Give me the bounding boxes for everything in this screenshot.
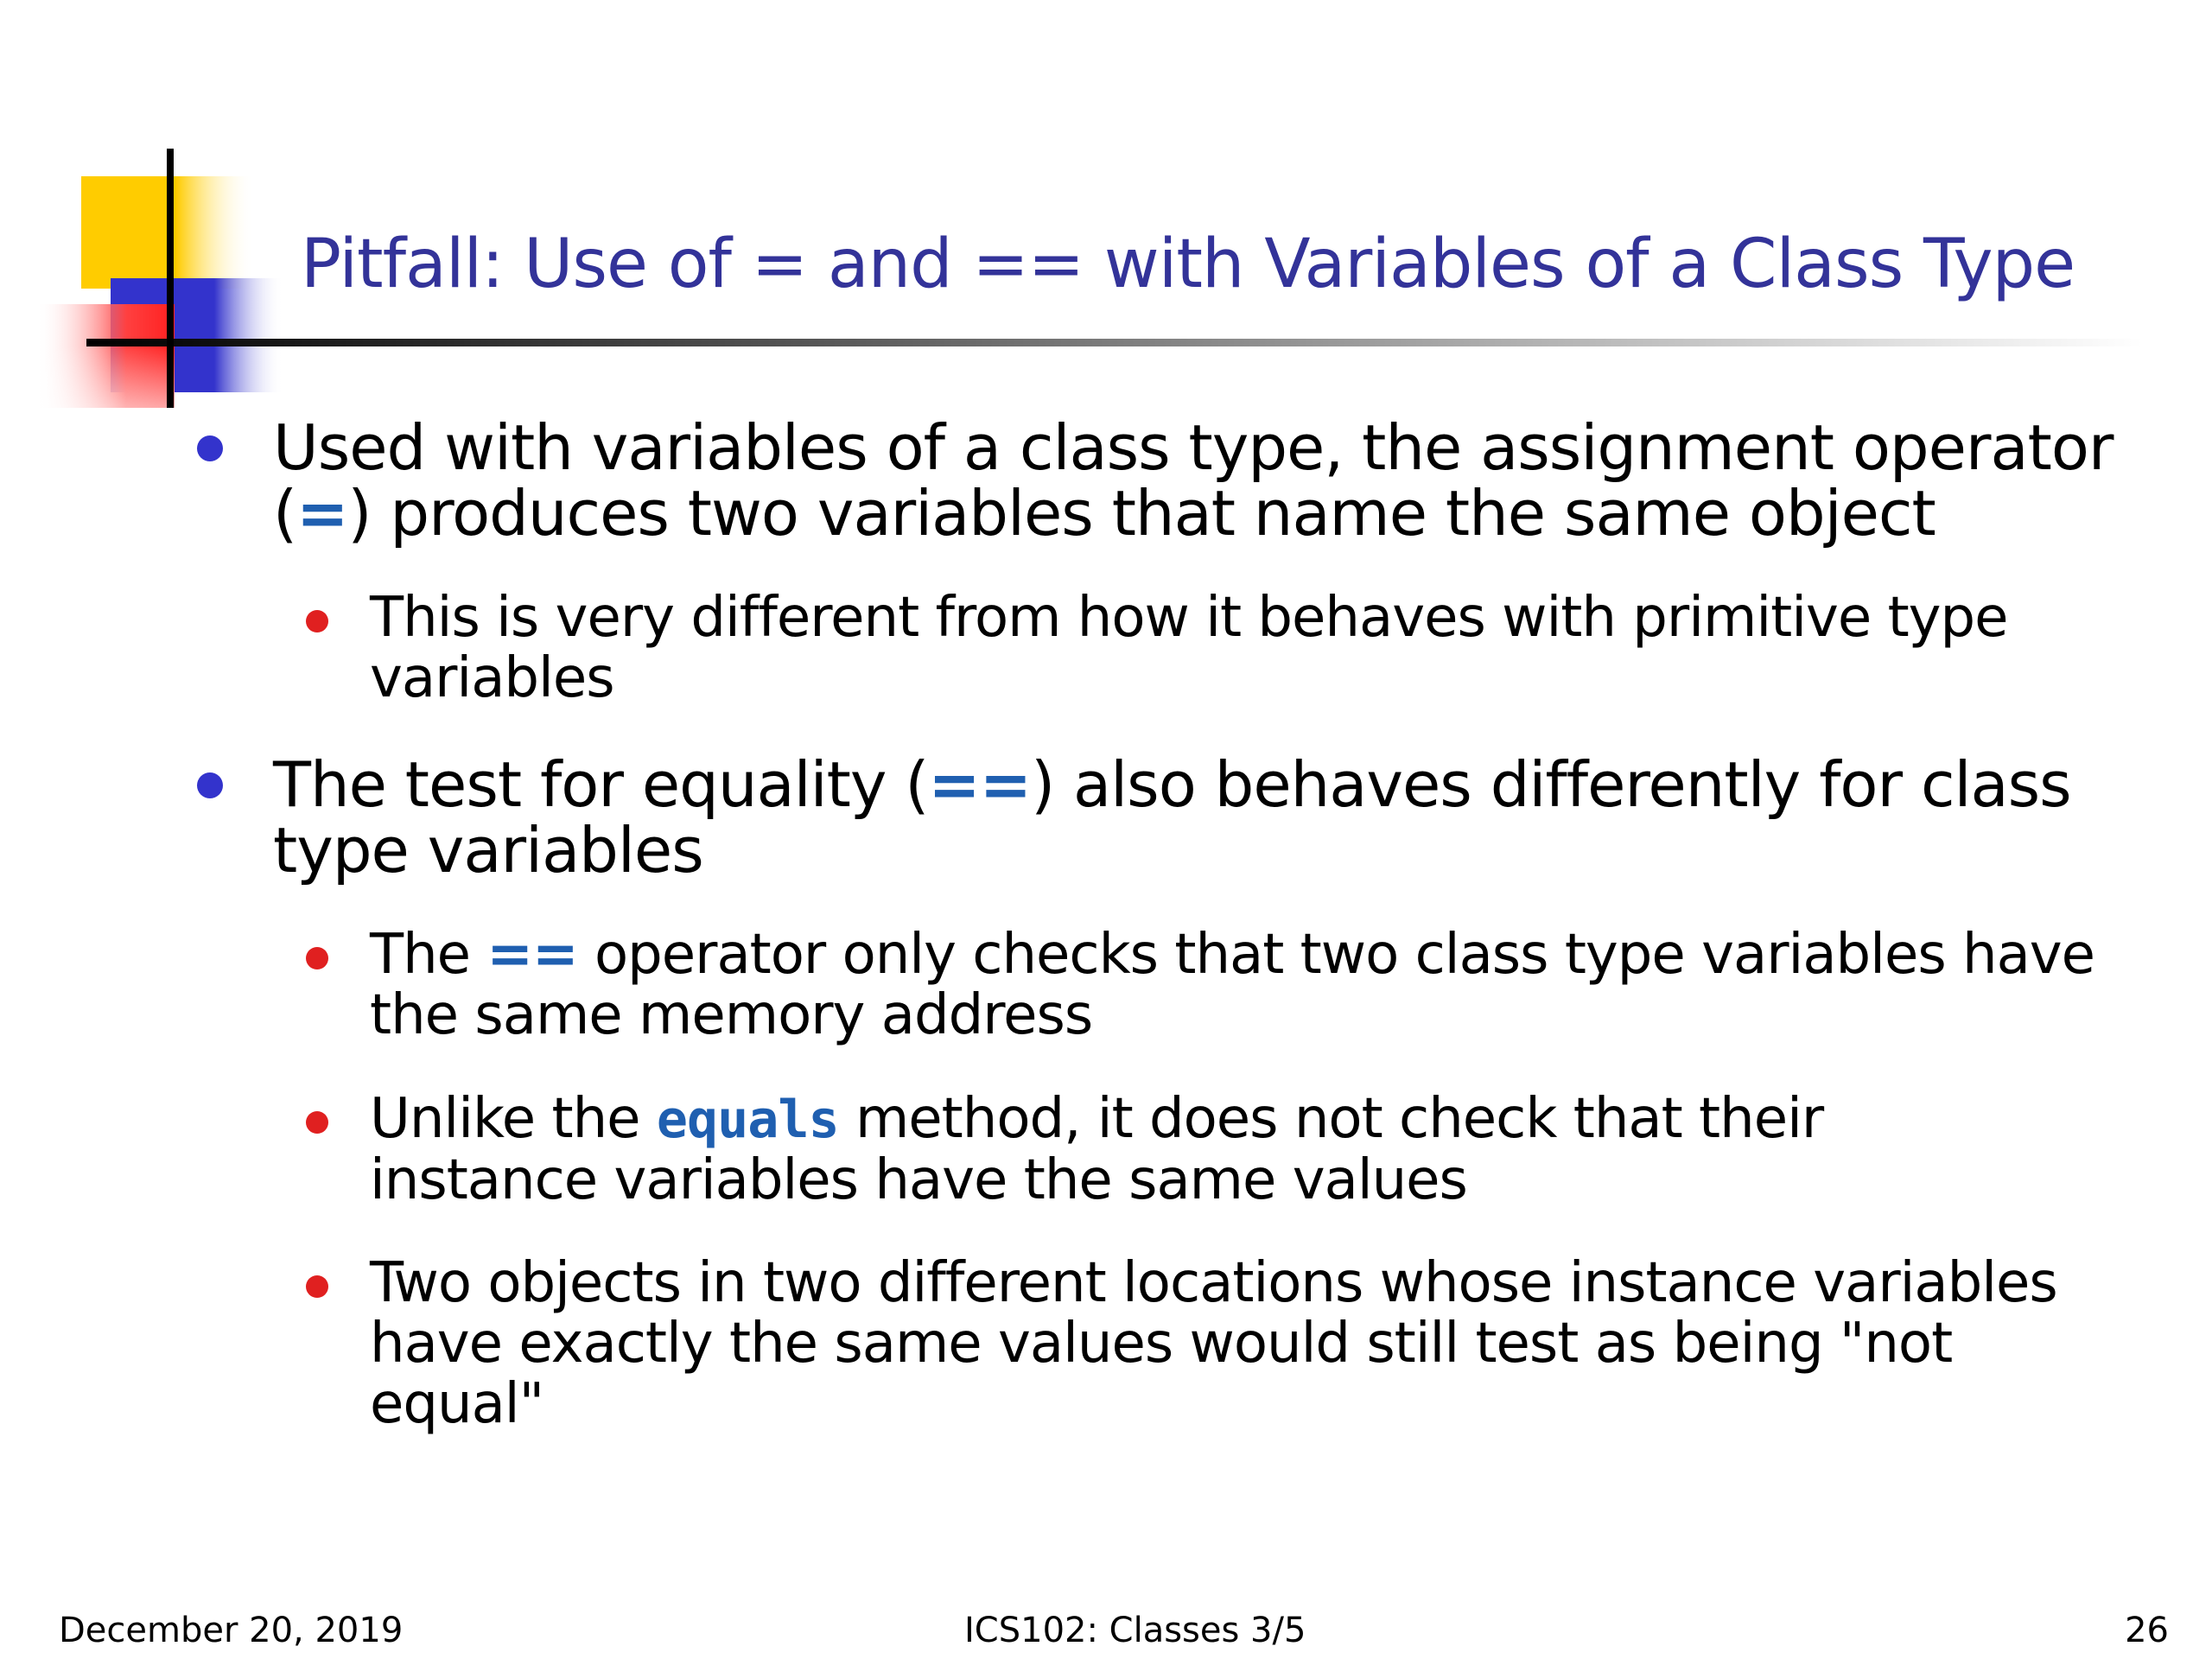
footer-page-number: 26 <box>2125 1611 2169 1650</box>
bullet-dot <box>197 435 223 461</box>
sub-bullet-2-3-line-1: Two objects in two different locations whose instance variables <box>370 1251 2057 1315</box>
footer-date: December 20, 2019 <box>59 1611 404 1650</box>
bullet-1-line-1: Used with variables of a class type, the assignment operator <box>273 411 2113 484</box>
bullet-dot <box>197 772 223 798</box>
sub-bullet-2-3 <box>370 1253 2057 1434</box>
sub-bullet-2-2-line-2: instance variables have the same values <box>370 1148 1467 1212</box>
bullet-2-line-1 <box>273 748 2071 821</box>
sub-bullet-dot <box>306 947 328 969</box>
text-fragment: ) also behaves differently for class <box>1031 748 2071 821</box>
bullet-1-line-2 <box>273 477 2113 550</box>
sub-bullet-dot <box>306 610 328 632</box>
bullet-2-line-2: type variables <box>273 814 703 887</box>
sub-bullet-1-1-line-1: This is very different from how it behaves with primitive type <box>370 586 2008 650</box>
text-fragment: operator only checks that two class type variables have <box>577 923 2095 987</box>
text-fragment: The <box>370 923 487 987</box>
sub-bullet-2-1 <box>370 925 2094 1046</box>
text-fragment: Unlike the <box>370 1087 657 1151</box>
assignment-operator: = <box>296 477 348 550</box>
equality-operator: == <box>928 748 1032 821</box>
bullet-2 <box>273 748 2071 887</box>
slide-title: Pitfall: Use of = and == with Variables of a Class Type <box>301 226 2075 303</box>
sub-bullet-2-3-line-2: have exactly the same values would still test as being "not <box>370 1312 1953 1376</box>
text-fragment: ( <box>273 477 297 550</box>
sub-bullet-2-2-line-1 <box>370 1089 1823 1150</box>
equality-operator: == <box>486 923 578 987</box>
text-fragment: The test for equality ( <box>273 748 929 821</box>
text-fragment: ) produces two variables that name the same object <box>347 477 1936 550</box>
sub-bullet-2-1-line-1 <box>370 925 2094 985</box>
footer-course: ICS102: Classes 3/5 <box>964 1611 1306 1650</box>
sub-bullet-2-2 <box>370 1089 1823 1211</box>
sub-bullet-2-1-line-2: the same memory address <box>370 983 1093 1047</box>
text-fragment: method, it does not check that their <box>838 1087 1824 1151</box>
bullet-1 <box>273 411 2113 550</box>
sub-bullet-1-1 <box>370 588 2008 709</box>
sub-bullet-2-3-line-3: equal" <box>370 1372 543 1436</box>
sub-bullet-dot <box>306 1275 328 1298</box>
sub-bullet-dot <box>306 1111 328 1134</box>
sub-bullet-1-1-line-2: variables <box>370 646 614 710</box>
equals-method-code: equals <box>656 1090 839 1150</box>
